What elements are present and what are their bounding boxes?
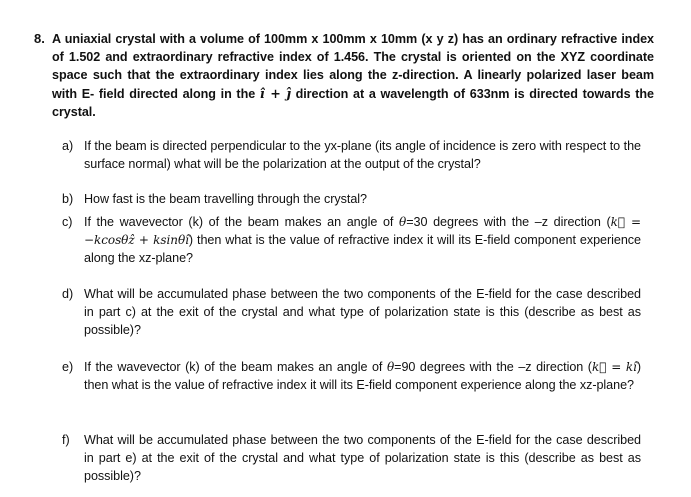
part-e-line-1-mid: =90 degrees with the –z direction ( (394, 360, 592, 374)
stem-line-2: index of 1.502 and extraordinary refractive index of 1.456. The crystal is oriented on the XYZ (52, 32, 655, 65)
question-number: 8. (34, 31, 45, 46)
part-b-line-1: How fast is the beam travelling through the crystal? (84, 192, 367, 206)
wavevector-symbol: k⃗ = (610, 215, 641, 229)
part-c-letter: c) (62, 215, 73, 229)
stem-line-5: towards the crystal. (52, 86, 654, 119)
part-f-line-1: What will be accumulated phase between the two components of the E-field for the case (84, 433, 583, 447)
stem-line-4-end: direction at a wavelength of 633nm is directed (295, 86, 578, 101)
theta-symbol: θ (399, 215, 407, 229)
wavevector-symbol: k⃗ = (591, 360, 622, 374)
stem-line-1: A uniaxial crystal with a volume of 100mm x 100mm x 10mm (x y z) has an ordinary refractive (52, 32, 618, 46)
polarization-direction-math: î + ĵ (259, 85, 291, 101)
part-c-line-1-mid: =30 degrees with the –z direction ( (406, 215, 611, 229)
stem-line-3: coordinate space such that the extraordinary index lies along the z-direction. A linearly polarized (52, 50, 654, 83)
stem-line-4-start: laser beam with E- field directed along in the (52, 68, 655, 101)
part-e-line-1-start: If the wavevector (k) of the beam makes an angle of (84, 360, 383, 374)
part-a-line-2: to the surface normal) what will be the polarization at the output of the crystal? (84, 139, 641, 172)
theta-symbol: θ (386, 360, 395, 374)
part-e-text (84, 358, 641, 394)
part-e-line-2: ) then what is the value of refractive index it will its E-field component experience along the (84, 360, 641, 393)
part-a-line-1: If the beam is directed perpendicular to the yx-plane (its angle of incidence is zero with respect (84, 139, 607, 153)
part-e-letter: e) (62, 360, 74, 374)
part-c-line-2: ) then what is the value of refractive index it will its E-field component (188, 233, 576, 248)
wavevector-expression: kî (625, 360, 637, 374)
part-c-line-1-start: If the wavevector (k) of the beam makes an angle of (84, 215, 394, 229)
part-d-letter: d) (62, 287, 74, 301)
part-b-text (84, 190, 641, 208)
part-a-letter: a) (62, 139, 74, 153)
part-d-line-1: What will be accumulated phase between the two components of the E-field for the case (84, 287, 583, 301)
part-f-text (84, 431, 641, 486)
question-stem (52, 30, 654, 121)
part-f-line-2: described in part e) at the exit of the crystal and what type of polarization state is this (describe (84, 433, 641, 466)
part-d-line-2: described in part c) at the exit of the crystal and what type of polarization state is this (describe (84, 287, 641, 320)
part-f-letter: f) (62, 433, 70, 447)
part-d-line-3: as best as possible)? (84, 305, 641, 338)
part-c-line-3: experience along the xz-plane? (84, 233, 642, 266)
part-e-line-3: xz-plane? (579, 378, 634, 393)
part-a-text (84, 137, 641, 173)
wavevector-expression: −kcosθẑ + ksinθî (84, 233, 189, 248)
part-b-letter: b) (62, 192, 74, 206)
part-c-text (84, 213, 641, 268)
part-f-line-3: as best as possible)? (84, 451, 641, 484)
part-d-text (84, 285, 641, 340)
